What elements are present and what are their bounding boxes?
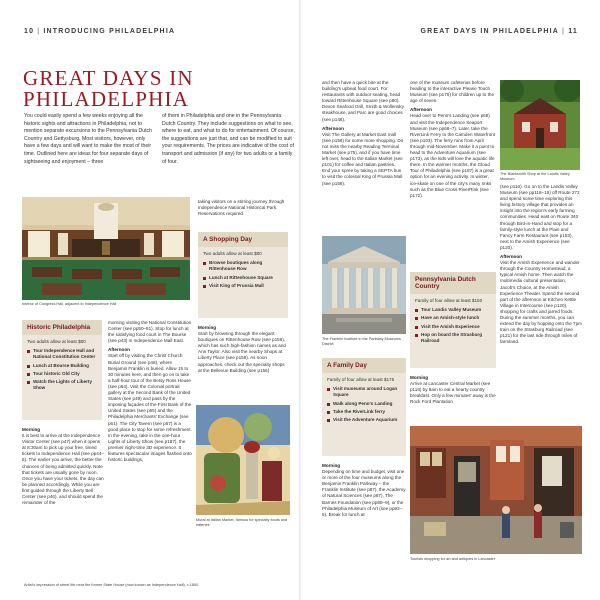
page-title [23,68,194,110]
list-item: Walk along Penn's Landing [327,401,401,407]
shopping-box-lead: Two adults allow at least $80 [203,251,262,256]
dutch-afternoon-text [500,184,582,412]
shopping-continued-text [322,80,404,230]
paragraph: Arrive at Lancaster Central Market (see p116) by 9am to eat a hearty country breakfast. Only a few minutes' away is the Rock Ford Plantation [410,381,496,405]
list-item: Visit King of Prussia Mall [203,283,283,289]
congress-hall-photo [22,197,190,300]
shopping-day-box [198,232,288,318]
list-item: Visit the Amish Experience [415,324,491,330]
blacksmith-shop-photo [500,80,580,170]
page-title-line1: GREAT DAYS IN [23,66,194,90]
paragraph: (see p116). Go on to the Landis Valley Museum (see pp118–19) off Route 272 and spend some time exploring this living history village that provides an insight into the region's early farming communities. Head east on Route 340 through Bird-in-Hand and stop for a family-style lunch at the Plain and Fancy Farm Restaurant (see p153), next to the Amish Experience (see p120). [500,184,580,250]
section-heading: Morning [322,463,341,468]
left-page-number: 10 [24,28,35,35]
section-heading: Afternoon [410,107,432,113]
lights-show-text: taking visitors on a stirring journey through Independence National Historical Park. Reservations required. [198,199,285,217]
right-running-head-text: GREAT DAYS IN PHILADELPHIA [420,28,560,35]
lancaster-shops-photo [410,426,582,554]
dutch-box-list [415,307,491,344]
list-item: Visit museums around Logan Square [327,386,401,398]
list-item: Take the RiverLink ferry [327,409,401,415]
family-afternoon-text [410,80,496,268]
intro-col1: You could easily spend a few weeks enjoying all the historic sights and attractions in Philadelphia, not to mention separate excursions to the Pennsylvania Dutch Country and Gettysburg. Most visitors, however, only have a few days and will want to make the most of their time. Outlined here are ideas for four separate days of sightseeing and enjoyment – three [24,113,153,165]
intro-col2: of them in Philadelphia and one in the Pennsylvania Dutch Country. They include suggestions on what to see, where to eat, and what to do for entertainment. Of course, the suggestions are just that, and can be modified to suit your requirements. The prices are indicative of the cost of transport and admission (if any) for two adults or a family of four. [162,113,295,165]
paragraph: Visit the Amish Experience and wander through the Country Homestead, a typical Amish home. Then watch the multimedia cultural presentation, Jacob's Choice, at the Amish Experience Theater. Spend the second part of the afternoon at Kitchen Kettle Village in Intercourse (see p120), shopping for crafts and jarred foods. During the summer months, you can extend the day by hopping onto the 7pm train on the Strasburg Railroad (see p121) for the last ride through miles of farmland. [500,260,582,345]
dutch-box-lead: Family of four allow at least $150 [415,298,483,303]
right-page-number: 11 [568,28,578,35]
dutch-box-title: Pennsylvania Dutch Country [410,272,496,294]
page-title-line2: PHILADELPHIA [23,87,190,111]
dutch-morning-text [410,372,496,422]
family-box-title: A Family Day [322,358,406,373]
paragraph: Depending on time and budget, visit one or more of the four museums along the Benjamin Franklin Parkway – the Franklin Institute (see p87), the Academy of Natural Sciences (see p87), The Barnes Foundation (see pp88–9), or the Philadelphia Museum of Art (see pp92–5). Break for lunch at [322,469,406,517]
list-item: Have an Amish-style lunch [415,315,491,321]
shopping-box-title: A Shopping Day [198,232,288,247]
paragraph: and then have a quick bite at the building's upbeat food court. For restaurants with outdoor seating, head toward Rittenhouse Square (see p80). Devon Seafood Grill, Smith & Wollensky steakhouse, and Parc are good choices (see p148). [322,80,404,122]
historic-box-list [27,348,97,391]
list-item: Lunch at Rittenhouse Square [203,275,283,281]
list-item: Visit the Adventure Aquarium [327,417,401,423]
section-heading: Afternoon [500,254,522,260]
list-item: Lunch at Bourse Building [27,363,97,369]
italian-market-mural-photo [196,405,290,515]
historic-box-lead: Two adults allow at least $60 [27,339,86,344]
right-running-head: GREAT DAYS IN PHILADELPHIA | 11 [420,28,578,35]
right-page [300,0,600,600]
mural-caption: Mural at Italian Market, famous for specialty foods and eateries [196,518,288,527]
section-heading: Afternoon [322,125,344,131]
blacksmith-shop-caption: The Blacksmith Shop at the Landis Valley Museum [500,172,570,181]
left-running-head: 10 | INTRODUCING PHILADELPHIA [24,28,176,35]
family-morning-text [322,460,406,580]
historic-afternoon-text [108,320,192,578]
section-heading: Morning [22,427,41,432]
paragraph: one of the museum cafeterias before heading to the interactive Please Touch Museum (see p170) for children up to the age of seven. [410,80,495,104]
franklin-institute-photo [322,236,406,334]
list-item: Watch the Lights of Liberty Show [27,379,97,391]
list-item: Tour Independence Hall and National Constitution Center [27,348,97,360]
shopping-box-list [203,260,283,289]
paragraph: Start by browsing through the elegant boutiques on Rittenhouse Row (see p156), which has such high-fashion names as and Ann Taylor. Also visit the nearby Shops at Liberty Place (see p158). As noon approaches, check out the specialty shops at the Bellevue Building (see p156) [198,331,286,373]
congress-hall-caption: Interior of Congress Hall, adjacent to Independence Hall [22,302,117,306]
section-heading: Morning [410,375,429,380]
section-heading: Afternoon [108,347,130,353]
paragraph: It is best to arrive at the Independence Visitor Center (see p47) when it opens at 8:30am to pick up your free, timed tickets to Independence Hall (see pp44–5). The earlier you arrive, the better the chances of being admitted quickly. Note that tickets are usually gone by noon. Once you have your tickets, the day can be planned accordingly. While you are first guided through the Liberty Bell Center (see p46), and should spend the remainder of the [22,433,104,506]
paragraph: Start off by visiting the Christ Church Burial Ground (see p48), where Benjamin Franklin is buried. Allow 15 to 30 minutes here, and then go on to take a half-hour tour of the Betsy Ross House (see p64). Visit the Colonial portrait gallery at the Second Bank of the United States (see p49) and pass by the imposing façades of the First Bank of the United States (see p55) and the Philadelphia Merchants' Exchange (see p51). The City Tavern (see p57) is a good place to stop for some refreshment. In the evening, take in the one-hour Lights of Liberty Show (see p187), the premier night-time 3D experience. It features spectacular images flashed onto historic buildings, [108,353,192,463]
list-item: Tour Landis Valley Museum [415,307,491,313]
family-day-box [322,358,406,456]
list-item: Hop on board the Strasburg Railroad [415,332,491,344]
list-item: Browse boutiques along Rittenhouse Row [203,260,283,272]
family-box-list [327,386,401,423]
footnote-text: Artist's impression of street life near the former State House (now known as Independence Hall), c.1800 [24,583,199,587]
family-box-lead: Family of four allow at least $175 [327,377,395,382]
lancaster-shops-caption: Tourists shopping for art and antiques in Lancaster [410,557,496,561]
historic-box-title: Historic Philadelphia [22,320,102,335]
section-heading: Morning [198,325,217,330]
dutch-country-box [410,272,496,368]
footnote [24,583,198,587]
historic-morning-text [22,424,104,579]
paragraph: Visit The Gallery at Market East mall (see p158) for some more shopping. Do not miss the nearby Reading Terminal Market (see p75), and if you have time left over, head to the Italian Market (see p101) for coffee and Italian pastries. End your spree by taking a SEPTA bus to visit the colossal King of Prussia Mall (see p158). [322,131,404,186]
list-item: Tour historic Old City [27,371,97,377]
shopping-morning-text [198,322,288,400]
franklin-institute-caption: The Franklin Institute in the Parkway Museums District [322,337,401,346]
paragraph: morning visiting the National Constitution Center (see pp50–51). Stop for lunch at the satisfying food court in The Bourse (see p43) in Independence Mall East. [108,320,192,344]
paragraph: Head over to Penn's Landing (see p68) and visit the Independence Seaport Museum (see pp66–7). Later, take the RiverLink Ferry to the Camden Waterfront (see p103). The ferry runs from April through mid-November. Make it a point to head to the Adventure Aquarium (see p173), as the kids will love the aquatic life there. In the warmer months, the Gloud Tour of Philadelphia (see p187) is a great option for an evening activity. In winter, ice-skate on one of the city's many rinks such as the Blue Cross RiverRink (see p172). [410,113,496,198]
left-running-head-text: INTRODUCING PHILADELPHIA [43,28,176,35]
historic-philadelphia-box [22,320,102,420]
